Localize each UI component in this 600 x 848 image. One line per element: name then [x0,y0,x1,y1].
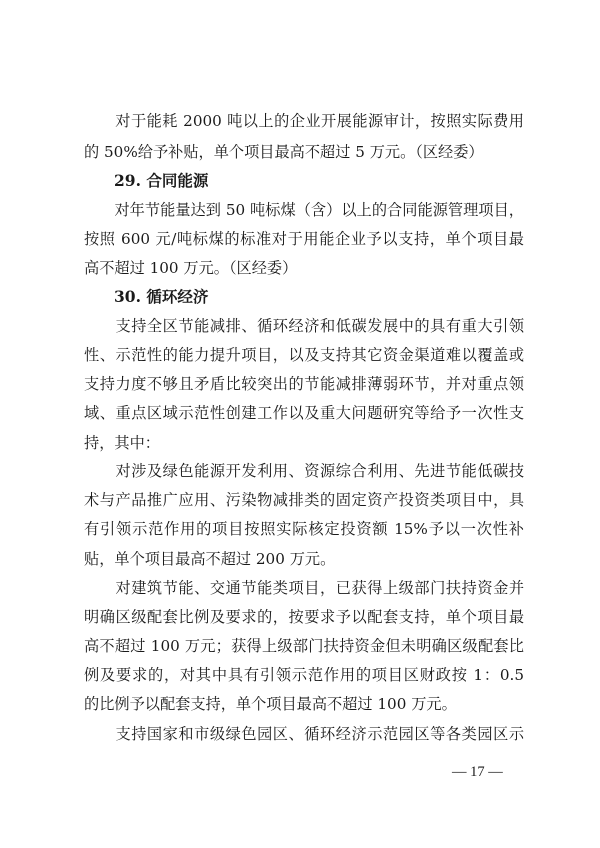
text-line: 例及要求的，对其中具有引领示范作用的项目区财政按 1：0.5 [84,666,524,684]
text-line: 持，其中： [84,434,160,452]
text-line: 支持力度不够且矛盾比较突出的节能减排薄弱环节，并对重点领 [84,375,524,393]
text-line: 贴，单个项目最高不超过 200 万元。 [84,550,336,568]
text-line: 对建筑节能、交通节能类项目，已获得上级部门扶持资金并 [84,579,524,597]
text-line: 对年节能量达到 50 吨标煤（含）以上的合同能源管理项目， [84,201,524,219]
text-line: 性、示范性的能力提升项目，以及支持其它资金渠道难以覆盖或 [84,346,524,364]
text-line: 高不超过 100 万元；获得上级部门扶持资金但未明确区级配套比 [84,637,524,655]
text-line: 对于能耗 2000 吨以上的企业开展能源审计，按照实际费用 [84,112,524,130]
text-line: 术与产品推广应用、污染物减排类的固定资产投资类项目中，具 [84,491,524,509]
text-line: 的比例予以配套支持，单个项目最高不超过 100 万元。 [84,695,457,713]
text-line: 域、重点区域示范性创建工作以及重大问题研究等给予一次性支 [84,404,524,422]
page-number: — 17 — [452,764,503,780]
text-line: 按照 600 元/吨标煤的标准对于用能企业予以支持，单个项目最 [84,230,524,248]
text-line: 对涉及绿色能源开发利用、资源综合利用、先进节能低碳技 [84,462,524,480]
text-line: 支持全区节能减排、循环经济和低碳发展中的具有重大引领 [84,317,524,335]
section-heading-30: 30. 循环经济 [114,287,209,306]
text-line: 高不超过 100 万元。（区经委） [84,259,298,277]
section-heading-29: 29. 合同能源 [114,171,209,190]
text-line: 的 50%给予补贴，单个项目最高不超过 5 万元。（区经委） [84,143,484,161]
text-line: 明确区级配套比例及要求的，按要求予以配套支持，单个项目最 [84,608,524,626]
text-line: 支持国家和市级绿色园区、循环经济示范园区等各类园区示 [84,725,524,743]
text-line: 有引领示范作用的项目按照实际核定投资额 15%予以一次性补 [84,520,524,538]
